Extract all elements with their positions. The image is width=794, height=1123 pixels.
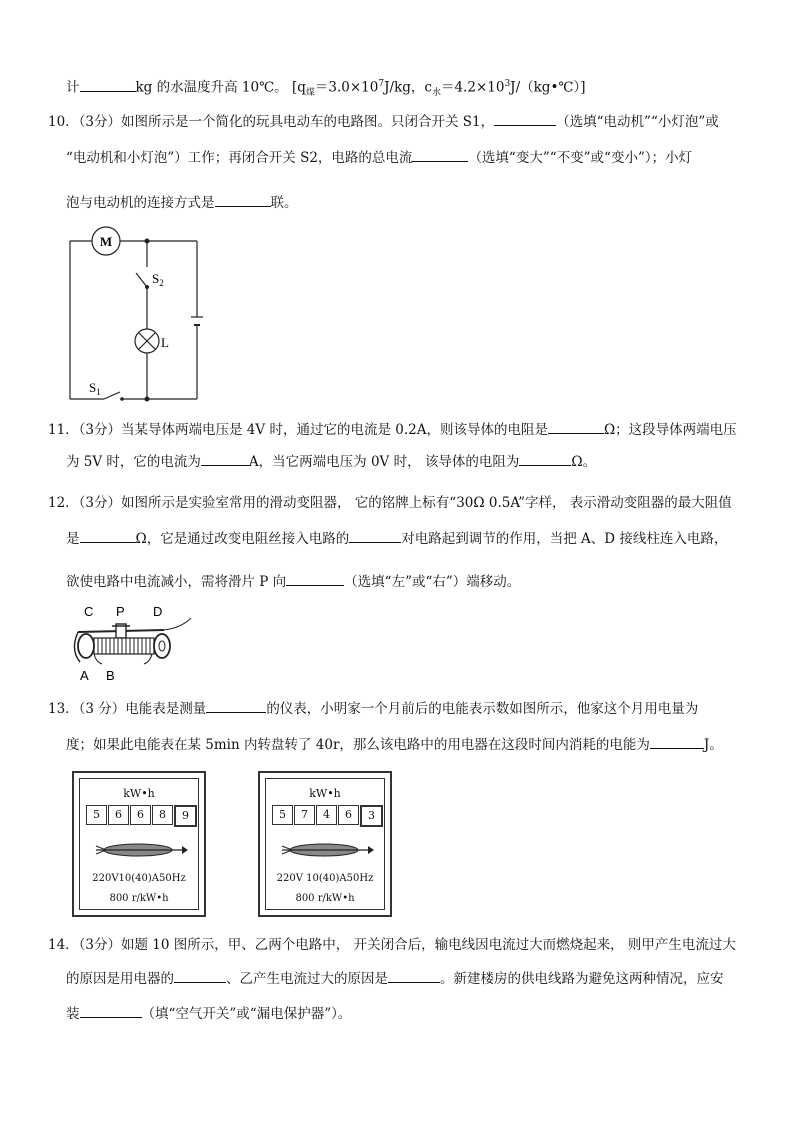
q14-line-3: 装 （填“空气开关”或“漏电保护器”）。 [66, 1003, 351, 1024]
svg-text:B: B [106, 668, 115, 683]
lamp-label: L [161, 335, 169, 350]
answer-blank[interactable] [412, 147, 468, 162]
q10-line-3: 泡与电动机的连接方式是 联。 [66, 192, 298, 213]
q11-line-2: 为 5V 时，它的电流为 A，当它两端电压为 0V 时， 该导体的电阻为 Ω。 [66, 451, 596, 472]
meter-after: kW•h 5 7 4 6 3 220V 10(40)A50Hz 800 r/kW•h [258, 771, 392, 917]
motor-label: M [99, 234, 113, 249]
answer-blank[interactable] [215, 192, 271, 207]
svg-text:C: C [84, 604, 94, 619]
answer-blank[interactable] [494, 111, 556, 126]
q13-line-1: 13．（3 分）电能表是测量 的仪表，小明家一个月前后的电能表示数如图所示，他家这个月用电量为 [48, 698, 698, 719]
answer-blank[interactable] [388, 968, 440, 983]
svg-text:D: D [153, 604, 163, 619]
q14-line-2: 的原因是用电器的 、乙产生电流过大的原因是 。新建楼房的供电线路为避免这两种情况，应安 [66, 968, 724, 989]
q10-line-1: 10．（3分）如图所示是一个简化的玩具电动车的电路图。只闭合开关 S1， （选填“电动机”“小灯泡”或 [48, 111, 719, 132]
svg-text:S1: $S_1$ [89, 380, 101, 397]
answer-blank[interactable] [548, 419, 604, 434]
q11-line-1: 11．（3分）当某导体两端电压是 4V 时，通过它的电流是 0.2A，则该导体的电阻是 Ω；这段导体两端电压 [48, 419, 737, 440]
answer-blank[interactable] [286, 571, 344, 586]
rheostat-figure [66, 600, 206, 684]
svg-text:S2: $S_2$ [152, 271, 164, 288]
answer-blank[interactable] [650, 734, 704, 749]
q13-line-2: 度；如果此电能表在某 5min 内转盘转了 40r，那么该电路中的用电器在这段时间内消耗的电能为 J。 [66, 734, 723, 755]
switch-s1-icon [104, 392, 124, 401]
q12-line-3: 欲使电路中电流减小，需将滑片 P 向 （选填“左”或“右”）端移动。 [66, 571, 520, 592]
answer-blank[interactable] [80, 77, 136, 92]
answer-blank[interactable] [80, 528, 136, 543]
battery-icon [191, 317, 203, 325]
q12-line-1: 12．（3分）如图所示是实验室常用的滑动变阻器， 它的铭牌上标有“30Ω 0.5A”字样， 表示滑动变阻器的最大阻值 [48, 495, 732, 511]
disc-icon [92, 837, 188, 863]
answer-blank[interactable] [80, 1003, 142, 1018]
answer-blank[interactable] [174, 968, 226, 983]
meter-digits: 5 7 4 6 3 [272, 805, 384, 827]
svg-text:P: P [116, 604, 125, 619]
circuit-diagram [60, 225, 220, 405]
q10-line-2: “电动机和小灯泡”）工作；再闭合开关 S2，电路的总电流 （选填“变大”“不变”或“变小”）；小灯 [66, 147, 692, 168]
disc-icon [278, 837, 374, 863]
lamp-icon [135, 329, 159, 353]
answer-blank[interactable] [349, 528, 401, 543]
meter-digits: 5 6 6 8 9 [86, 805, 198, 827]
q12-line-2: 是 Ω，它是通过改变电阻丝接入电路的 对电路起到调节的作用，当把 A、D 接线柱连入电路， [66, 528, 727, 549]
svg-text:A: A [80, 668, 89, 683]
answer-blank[interactable] [519, 451, 571, 466]
q9-continuation: 计 kg 的水温度升高 10℃。 [$q_煤=3.0\times 10^7J/kg$，$c_水=4.2\times 10^3J/(kg•℃)$] [66, 74, 586, 103]
meter-before: kW•h 5 6 6 8 9 220V10(40)A50Hz 800 r/kW•h [72, 771, 206, 917]
answer-blank[interactable] [206, 698, 266, 713]
answer-blank[interactable] [201, 451, 249, 466]
q14-line-1: 14．（3分）如题 10 图所示，甲、乙两个电路中， 开关闭合后，输电线因电流过大而燃烧起来， 则甲产生电流过大 [48, 937, 736, 953]
